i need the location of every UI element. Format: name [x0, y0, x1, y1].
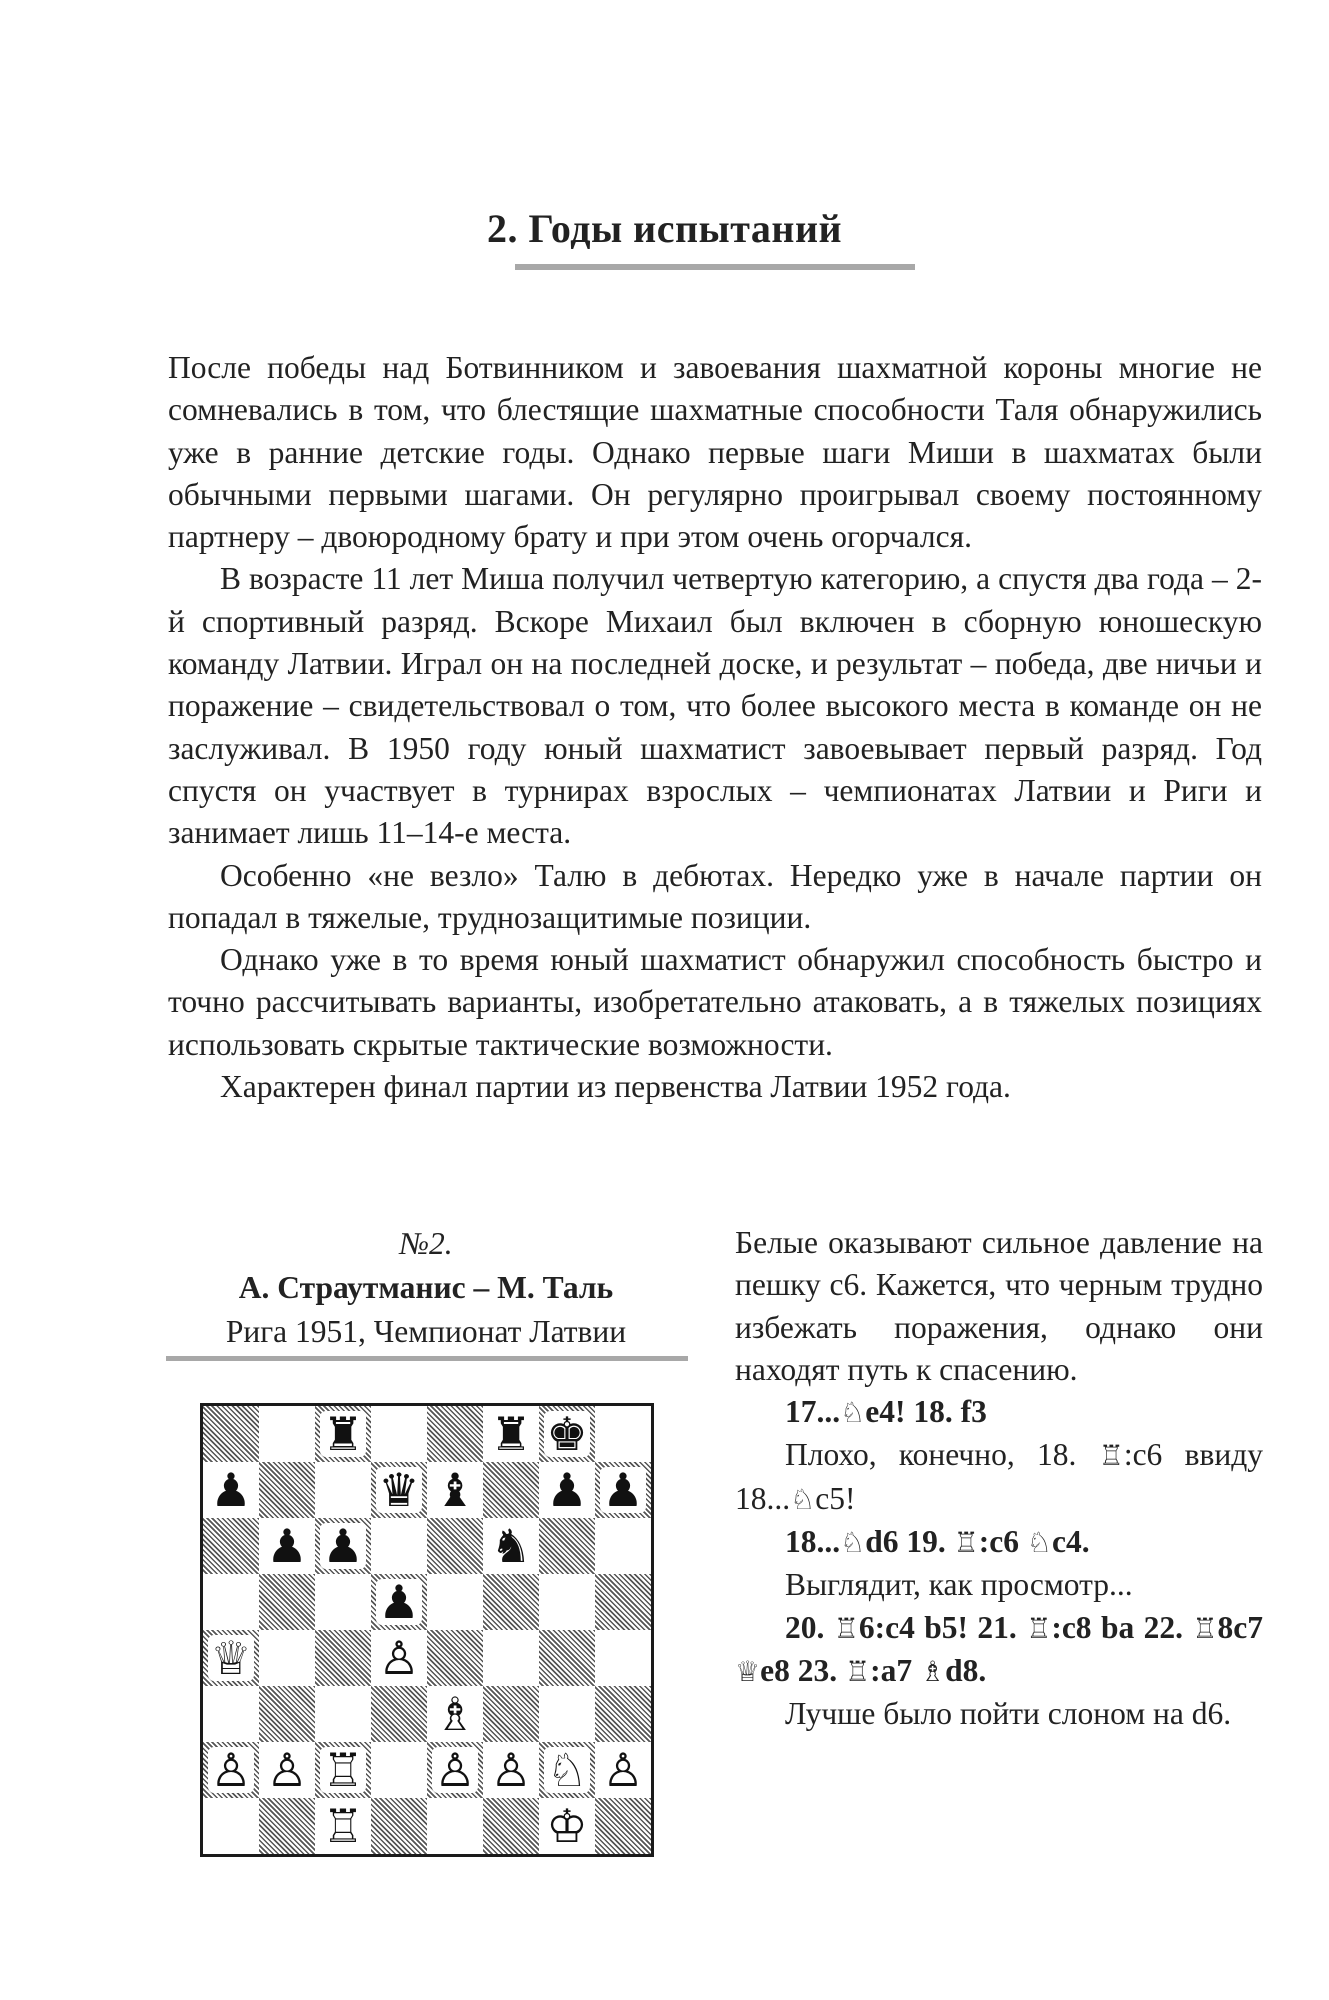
white-pawn-icon: ♙: [434, 1743, 476, 1797]
white-pawn-icon: ♙: [490, 1743, 532, 1797]
board-square-c6: [315, 1518, 371, 1574]
board-square-g6: [539, 1518, 595, 1574]
knight-figurine-icon: ♘: [840, 1396, 866, 1430]
note-text: Белые оказывают сильное давление на пешку c6. Кажется, что черным трудно избежать поражения, однако они находят путь к спасению.: [735, 1225, 1263, 1387]
white-knight-icon: ♘: [546, 1743, 588, 1797]
black-king-icon: ♚: [546, 1407, 588, 1461]
board-square-h4: [595, 1630, 651, 1686]
white-king-icon: ♔: [546, 1799, 588, 1853]
board-square-h7: [595, 1462, 651, 1518]
note-text: Плохо, конечно, 18. ♖:c6 ввиду 18...♘c5!: [735, 1437, 1263, 1516]
move-line: 20. ♖6:c4 b5! 21. ♖:c8 ba 22. ♖8c7 ♕e8 23. ♖:a7 ♗d8.: [735, 1609, 1263, 1688]
board-square-g3: [539, 1686, 595, 1742]
title-underline: [515, 264, 915, 270]
board-square-h3: [595, 1686, 651, 1742]
board-square-d6: [371, 1518, 427, 1574]
board-square-b4: [259, 1630, 315, 1686]
board-square-f8: [483, 1406, 539, 1462]
board-square-f6: [483, 1518, 539, 1574]
board-square-g7: [539, 1462, 595, 1518]
black-rook-icon: ♜: [322, 1407, 364, 1461]
board-square-e6: [427, 1518, 483, 1574]
board-square-b5: [259, 1574, 315, 1630]
board-square-e5: [427, 1574, 483, 1630]
board-square-d5: [371, 1574, 427, 1630]
board-square-d3: [371, 1686, 427, 1742]
paragraph: Особенно «не везло» Талю в дебютах. Нередко уже в начале партии он попадал в тяжелые, труднозащитимые позиции.: [168, 857, 1262, 935]
knight-figurine-icon: ♘: [790, 1482, 816, 1516]
game-header-rule: [166, 1356, 688, 1361]
board-square-g5: [539, 1574, 595, 1630]
rook-figurine-icon: ♖: [1026, 1611, 1052, 1645]
white-pawn-icon: ♙: [602, 1743, 644, 1797]
board-square-c4: [315, 1630, 371, 1686]
paragraph: В возрасте 11 лет Миша получил четвертую категорию, а спустя два года – 2-й спортивный разряд. Вскоре Михаил был включен в сборную юношескую команду Латвии. Играл он на последней доске, и результат – победа, две ничьи и поражение – свидетельствовал о том, что более высокого места в команде он не заслуживал. В 1950 году юный шахматист завоевывает первый разряд. Год спустя он участвует в турнирах взрослых – чемпионатах Латвии и Риги и занимает лишь 11–14-е места.: [168, 561, 1262, 851]
board-square-d1: [371, 1798, 427, 1854]
rook-figurine-icon: ♖: [953, 1526, 979, 1560]
black-pawn-icon: ♟: [322, 1519, 364, 1573]
knight-figurine-icon: ♘: [840, 1526, 866, 1560]
board-square-b7: [259, 1462, 315, 1518]
board-square-c7: [315, 1462, 371, 1518]
board-square-e1: [427, 1798, 483, 1854]
board-square-h1: [595, 1798, 651, 1854]
game-number: №2.: [399, 1226, 453, 1261]
board-square-f7: [483, 1462, 539, 1518]
board-square-f2: [483, 1742, 539, 1798]
board-square-a6: [203, 1518, 259, 1574]
white-bishop-icon: ♗: [434, 1687, 476, 1741]
board-square-f5: [483, 1574, 539, 1630]
black-pawn-icon: ♟: [378, 1575, 420, 1629]
body-text: [168, 347, 1262, 1108]
paragraph: Характерен финал партии из первенства Латвии 1952 года.: [220, 1069, 1011, 1105]
board-square-g4: [539, 1630, 595, 1686]
bishop-figurine-icon: ♗: [919, 1654, 946, 1688]
board-square-b1: [259, 1798, 315, 1854]
board-square-a2: [203, 1742, 259, 1798]
board-square-h6: [595, 1518, 651, 1574]
board-square-c8: [315, 1406, 371, 1462]
board-square-g2: [539, 1742, 595, 1798]
black-knight-icon: ♞: [490, 1519, 532, 1573]
queen-figurine-icon: ♕: [735, 1654, 761, 1688]
board-square-b8: [259, 1406, 315, 1462]
board-square-c1: [315, 1798, 371, 1854]
board-square-e4: [427, 1630, 483, 1686]
board-square-f1: [483, 1798, 539, 1854]
board-square-a5: [203, 1574, 259, 1630]
board-square-f4: [483, 1630, 539, 1686]
board-square-h8: [595, 1406, 651, 1462]
game-event: Рига 1951, Чемпионат Латвии: [225, 1314, 627, 1349]
board-square-d2: [371, 1742, 427, 1798]
board-square-e8: [427, 1406, 483, 1462]
white-pawn-icon: ♙: [210, 1743, 252, 1797]
move-line: 18...♘d6 19. ♖:c6 ♘c4.: [785, 1524, 1090, 1560]
game-header: [166, 1222, 686, 1354]
chess-board-diagram: [200, 1403, 654, 1857]
black-queen-icon: ♛: [378, 1463, 420, 1517]
board-square-e3: [427, 1686, 483, 1742]
board-square-a8: [203, 1406, 259, 1462]
rook-figurine-icon: ♖: [844, 1654, 871, 1688]
white-queen-icon: ♕: [210, 1631, 252, 1685]
knight-figurine-icon: ♘: [1026, 1526, 1052, 1560]
board-square-a1: [203, 1798, 259, 1854]
board-square-b3: [259, 1686, 315, 1742]
white-rook-icon: ♖: [322, 1743, 364, 1797]
board-square-c5: [315, 1574, 371, 1630]
board-square-f3: [483, 1686, 539, 1742]
note-text: Лучше было пойти слоном на d6.: [785, 1696, 1232, 1732]
game-players: А. Страутманис – М. Таль: [238, 1270, 614, 1305]
board-square-a3: [203, 1686, 259, 1742]
board-square-a4: [203, 1630, 259, 1686]
board-square-b6: [259, 1518, 315, 1574]
board-square-a7: [203, 1462, 259, 1518]
board-square-d7: [371, 1462, 427, 1518]
board-square-c3: [315, 1686, 371, 1742]
rook-figurine-icon: ♖: [1098, 1439, 1124, 1473]
board-square-e7: [427, 1462, 483, 1518]
board-square-h5: [595, 1574, 651, 1630]
board-square-d4: [371, 1630, 427, 1686]
white-pawn-icon: ♙: [266, 1743, 308, 1797]
game-notes: [735, 1222, 1263, 1736]
chapter-title: 2. Годы испытаний: [486, 206, 843, 251]
paragraph: После победы над Ботвинником и завоевания шахматной короны многие не сомневались в том, что блестящие шахматные способности Таля обнаружились уже в ранние детские годы. Однако первые шаги Миши в шахматах были обычными первыми шагами. Он регулярно проигрывал своему постоянному партнеру – двоюродному брату и при этом очень огорчался.: [168, 350, 1262, 555]
white-rook-icon: ♖: [322, 1799, 364, 1853]
board-square-c2: [315, 1742, 371, 1798]
board-square-d8: [371, 1406, 427, 1462]
board-square-g1: [539, 1798, 595, 1854]
black-pawn-icon: ♟: [546, 1463, 588, 1517]
board-square-e2: [427, 1742, 483, 1798]
white-pawn-icon: ♙: [378, 1631, 420, 1685]
paragraph: Однако уже в то время юный шахматист обнаружил способность быстро и точно рассчитывать варианты, изобретательно атаковать, а в тяжелых позициях использовать скрытые тактические возможности.: [168, 942, 1262, 1062]
board-square-g8: [539, 1406, 595, 1462]
black-pawn-icon: ♟: [602, 1463, 644, 1517]
move-line: 17...♘e4! 18. f3: [785, 1394, 987, 1430]
black-rook-icon: ♜: [490, 1407, 532, 1461]
black-pawn-icon: ♟: [266, 1519, 308, 1573]
board-square-h2: [595, 1742, 651, 1798]
black-pawn-icon: ♟: [210, 1463, 252, 1517]
rook-figurine-icon: ♖: [1192, 1611, 1218, 1645]
board-square-b2: [259, 1742, 315, 1798]
rook-figurine-icon: ♖: [833, 1611, 859, 1645]
note-text: Выглядит, как просмотр...: [785, 1567, 1133, 1603]
black-bishop-icon: ♝: [434, 1463, 476, 1517]
